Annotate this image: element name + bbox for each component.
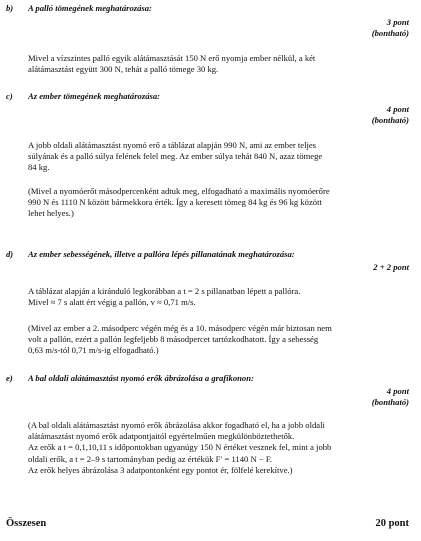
section-c-divisible: (bontható) xyxy=(371,115,409,126)
section-d-paragraph-1 xyxy=(28,286,410,308)
section-b-points-box xyxy=(372,17,409,39)
section-d-label: d) xyxy=(6,249,14,259)
section-c-points-box xyxy=(372,104,409,126)
section-e-paragraph xyxy=(28,420,410,476)
text-line: 990 N és 1110 N között bármekkora érték. Így a keresett tömeg 84 kg és 96 kg között xyxy=(28,197,322,208)
text-line: (Mivel az ember a 2. másodperc végén még és a 10. másodperc végén már biztosan nem xyxy=(28,323,332,333)
section-b-paragraph xyxy=(28,53,410,75)
total-label: Összesen xyxy=(6,518,47,529)
text-line: (Mivel a nyomóerőt másodpercenként adtuk meg, elfogadható a maximális nyomóerőre xyxy=(28,186,330,196)
text-line: A táblázat alapján a kiránduló legkorábban a t = 2 s pillanatban lépett a pallóra. xyxy=(28,286,301,296)
section-d-points: 2 + 2 pont xyxy=(373,262,409,272)
text-line: volt a pallón, ezért a pallón legfeljebb 8 másodpercet tartózkodhatott. Így a sebesség xyxy=(28,334,319,345)
section-b-title: A palló tömegének meghatározása: xyxy=(28,3,152,13)
total-points: 20 pont xyxy=(375,518,409,529)
text-line: 84 kg. xyxy=(28,162,50,173)
text-line: A jobb oldali alátámasztást nyomó erő a táblázat alapján 990 N, ami az ember teljes xyxy=(28,140,317,150)
section-b-heading xyxy=(6,3,152,14)
text-line: Mivel ≈ 7 s alatt ért végig a pallón, v ≈ 0,71 m/s. xyxy=(28,297,196,308)
text-line: alátámasztást nyomó erők adatpontjaitól egyértelműen megkülönböztethetők. xyxy=(28,431,295,442)
section-e-points-box xyxy=(372,386,409,408)
section-c-label: c) xyxy=(6,91,13,101)
section-e-points: 4 pont xyxy=(386,386,409,396)
text-line: lehet helyes.) xyxy=(28,208,74,219)
section-d-paragraph-2 xyxy=(28,323,410,357)
section-e-label: e) xyxy=(6,373,13,383)
section-d-heading xyxy=(6,249,295,260)
section-b-divisible: (bontható) xyxy=(371,28,409,39)
text-line: Az erők a t = 0,1,10,11 s időpontokban ugyanúgy 150 N értéket vesznek fel, mint a jobb xyxy=(28,442,332,453)
section-e-title: A bal oldali alátámasztást nyomó erők ábrázolása a grafikonon: xyxy=(28,373,254,383)
section-d-points-box xyxy=(373,262,409,273)
section-c-title: Az ember tömegének meghatározása: xyxy=(28,91,161,101)
text-line: Az erők helyes ábrázolása 3 adatpontonként egy pontot ér, fölfelé kerekítve.) xyxy=(28,464,293,475)
text-line: alátámasztást együtt 300 N, tehát a palló tömege 30 kg. xyxy=(28,64,219,75)
section-b-points: 3 pont xyxy=(386,17,409,27)
section-c-heading xyxy=(6,91,160,102)
section-d-title: Az ember sebességének, illetve a pallóra lépés pillanatának meghatározása: xyxy=(28,249,295,259)
text-line: Mivel a vízszintes palló egyik alátámasztását 150 N erő nyomja ember nélkül, a két xyxy=(28,53,316,63)
text-line: súlyának és a palló súlya felének felel meg. Az ember súlya tehát 840 N, azaz tömege xyxy=(28,151,323,162)
section-e-heading xyxy=(6,373,254,384)
text-line: 0,63 m/s-tól 0,71 m/s-ig elfogadható.) xyxy=(28,345,159,356)
text-line: (A bal oldali alátámasztást nyomó erők ábrázolása akkor fogadható el, ha a jobb oldali xyxy=(28,420,325,430)
section-c-points: 4 pont xyxy=(386,104,409,114)
section-b-label: b) xyxy=(6,3,14,13)
text-line: oldali erők, a t = 2–9 s tartományban pedig az értékük F′ = 1140 N − F. xyxy=(28,453,273,464)
section-c-paragraph-2 xyxy=(28,186,410,220)
section-e-divisible: (bontható) xyxy=(371,397,409,408)
section-c-paragraph-1 xyxy=(28,140,410,174)
